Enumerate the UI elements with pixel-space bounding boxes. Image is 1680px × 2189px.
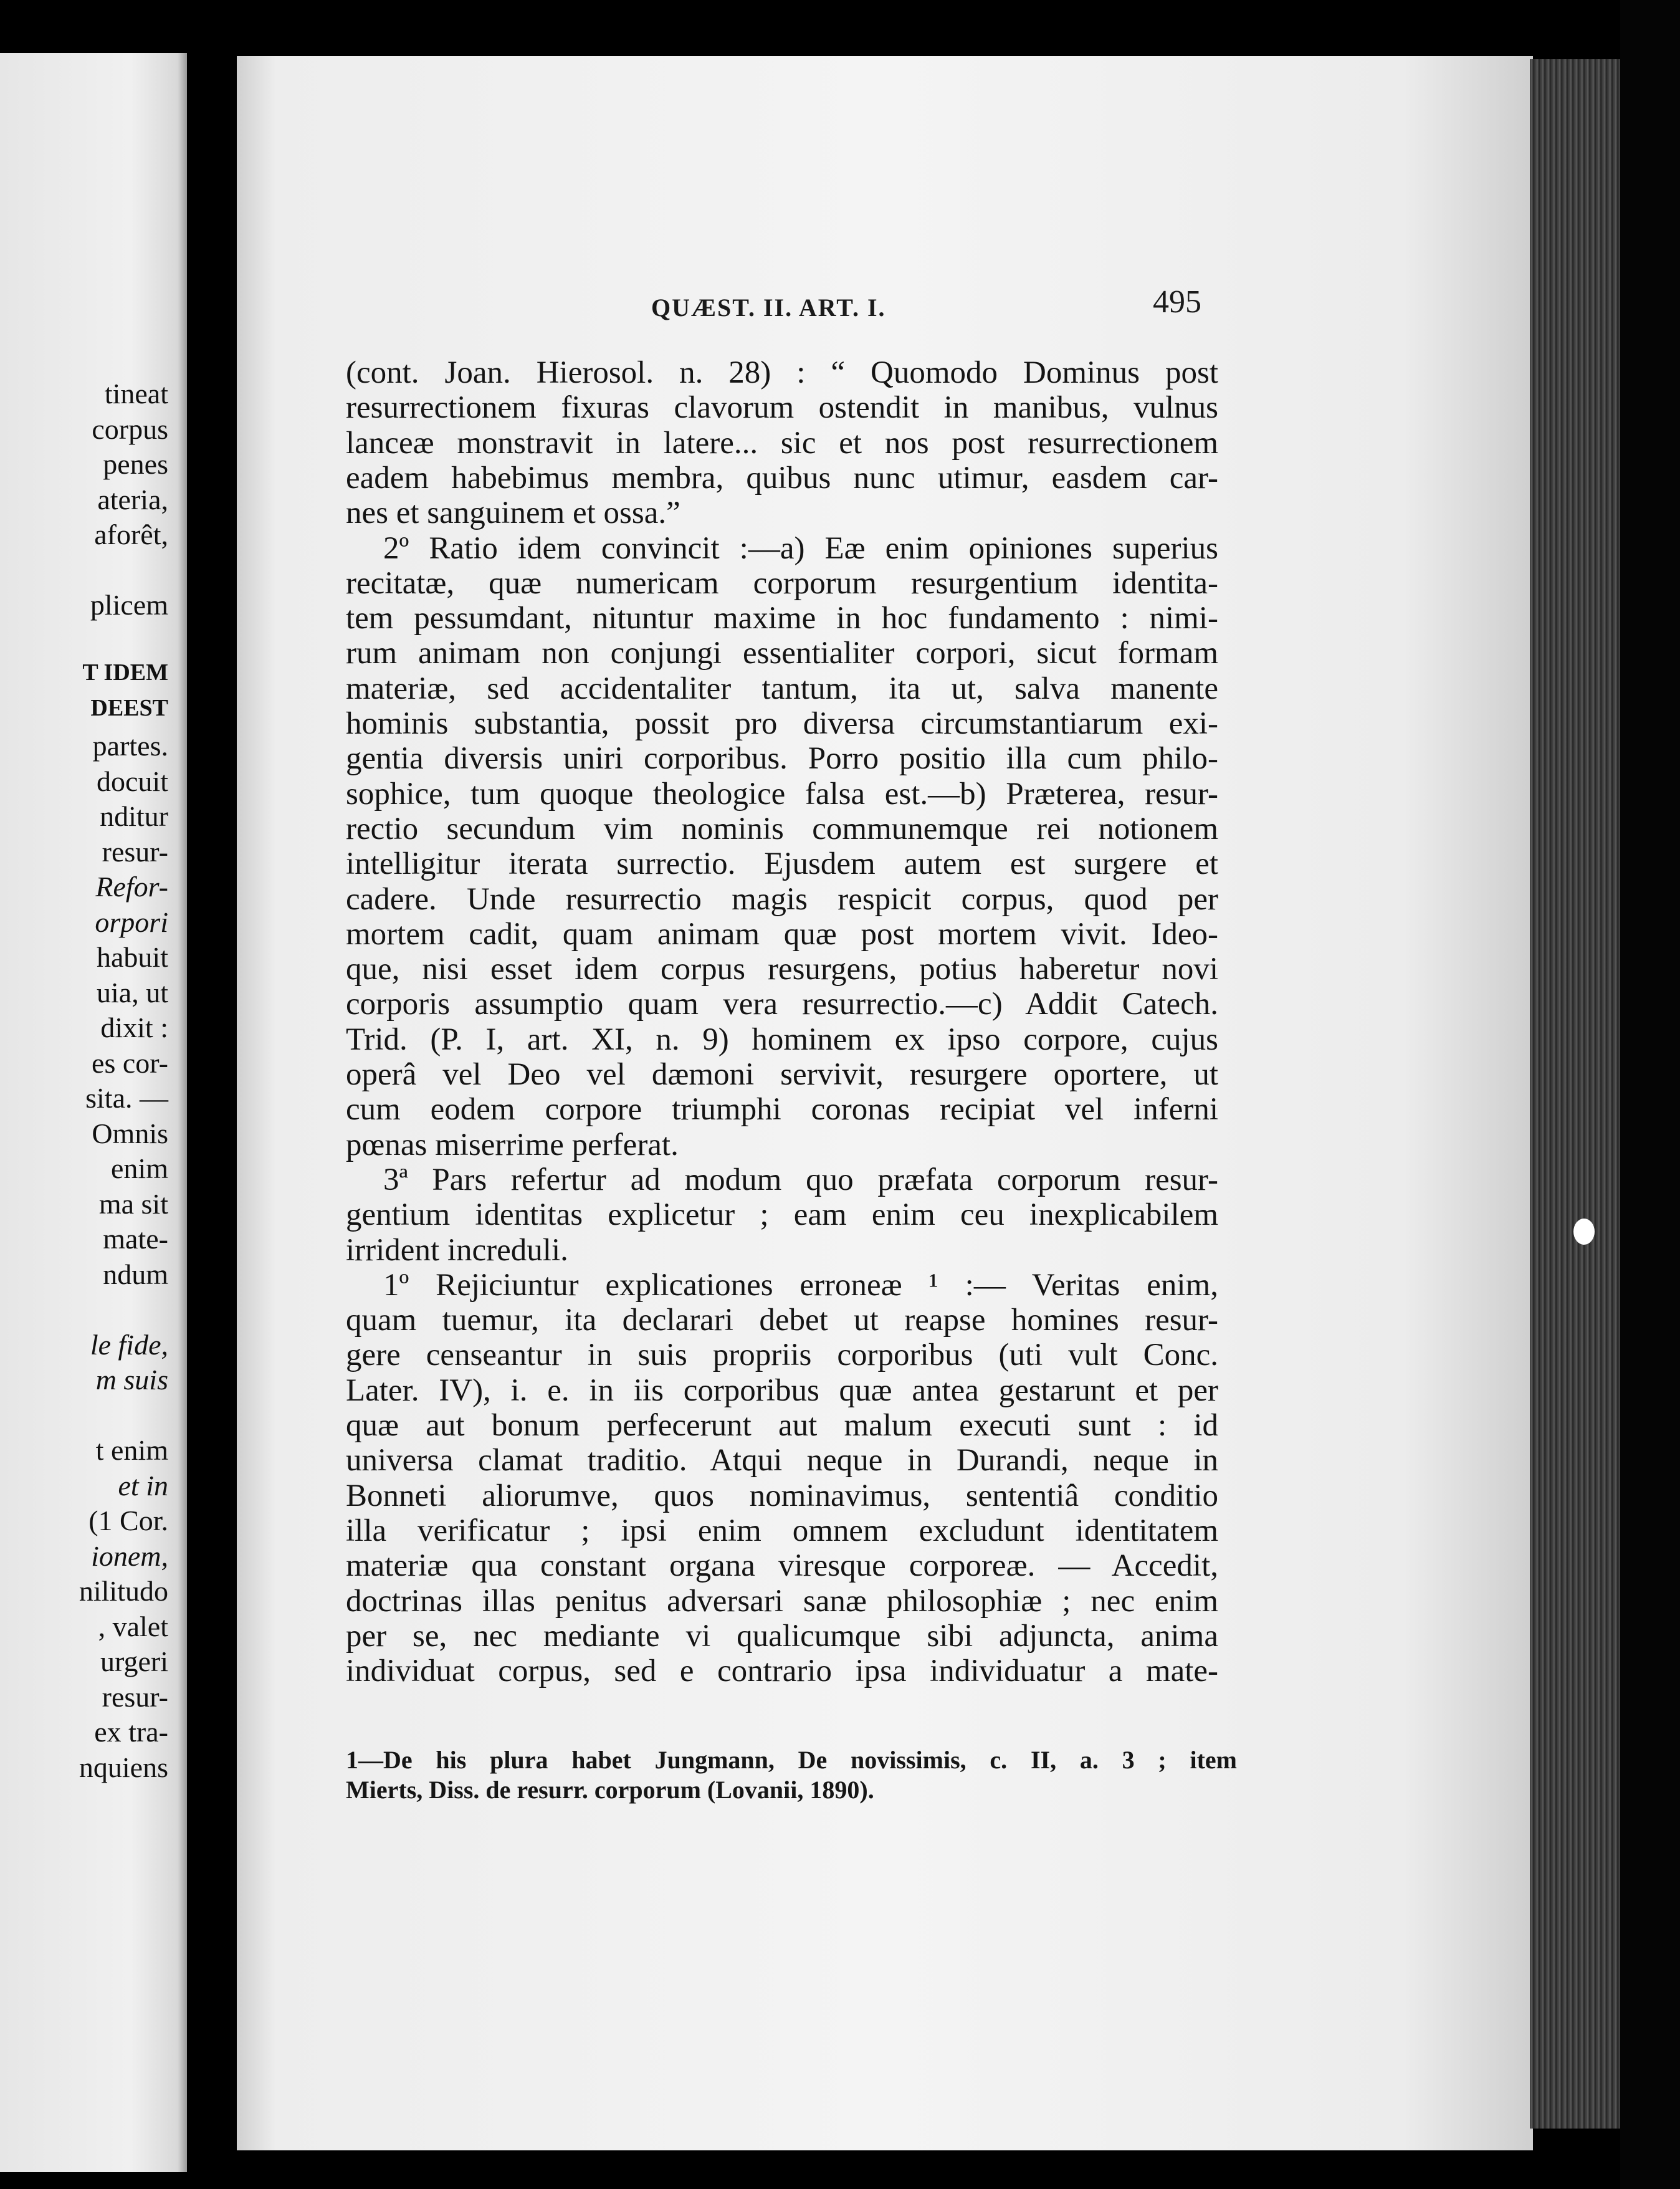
text-line: que, nisi esset idem corpus resurgens, potius haberetur novi xyxy=(346,952,1218,987)
left-page-line: ateria, xyxy=(97,483,168,515)
text-line: sophice, tum quoque theologice falsa est.—b) Præterea, resur- xyxy=(346,776,1218,812)
text-line: 3ª Pars refertur ad modum quo præfata corporum resur- xyxy=(383,1162,1218,1197)
text-line: intelligitur iterata surrectio. Ejusdem autem est surgere et xyxy=(346,846,1218,882)
left-page-line: ionem, xyxy=(91,1540,168,1572)
text-line: pœnas miserrime perferat. xyxy=(346,1127,679,1162)
scan-border xyxy=(1620,0,1680,2189)
text-line: eadem habebimus membra, quibus nunc utimur, easdem car- xyxy=(346,460,1218,496)
left-page-line: Omnis xyxy=(92,1117,168,1149)
text-line: illa verificatur ; ipsi enim omnem excludunt identitatem xyxy=(346,1513,1218,1548)
left-facing-page xyxy=(0,53,187,2172)
text-line: recitatæ, quæ numericam corporum resurgentium identita- xyxy=(346,565,1218,601)
left-page-line: ex tra- xyxy=(94,1716,168,1748)
text-line: operâ vel Deo vel dæmoni servivit, resurgere oportere, ut xyxy=(346,1057,1218,1092)
text-line: quæ aut bonum perfecerunt aut malum executi sunt : id xyxy=(346,1408,1218,1443)
text-line: materiæ, sed accidentaliter tantum, ita ut, salva manente xyxy=(346,671,1218,706)
text-line: 1º Rejiciuntur explicationes erroneæ ¹ :— Veritas enim, xyxy=(383,1267,1218,1303)
left-page-line: resur- xyxy=(102,835,168,868)
text-line: doctrinas illas penitus adversari sanæ philosophiæ ; nec enim xyxy=(346,1583,1218,1619)
text-line: resurrectionem fixuras clavorum ostendit in manibus, vulnus xyxy=(346,390,1218,426)
left-page-line: (1 Cor. xyxy=(88,1505,168,1536)
text-line: Trid. (P. I, art. XI, n. 9) hominem ex ipso corpore, cujus xyxy=(346,1022,1218,1057)
left-page-line: resur- xyxy=(102,1680,168,1713)
left-page-line: sita. — xyxy=(85,1082,168,1114)
left-page-line: nditur xyxy=(100,800,168,832)
left-page-line: t enim xyxy=(95,1434,168,1466)
text-line: 2º Ratio idem convincit :—a) Eæ enim opiniones superius xyxy=(383,530,1218,566)
text-line: cadere. Unde resurrectio magis respicit corpus, quod per xyxy=(346,881,1218,917)
text-line: gentium identitas explicetur ; eam enim ceu inexplicabilem xyxy=(346,1197,1218,1233)
left-page-line: plicem xyxy=(90,589,168,621)
text-line: rum animam non conjungi essentialiter corpori, sicut formam xyxy=(346,636,1218,671)
left-page-line: nilitudo xyxy=(79,1575,168,1607)
left-page-line: corpus xyxy=(92,413,168,445)
text-line: (cont. Joan. Hierosol. n. 28) : “ Quomodo Dominus post xyxy=(346,355,1218,390)
scan-speck xyxy=(1573,1219,1595,1245)
text-line: materiæ qua constant organa viresque corporeæ. — Accedit, xyxy=(346,1548,1218,1584)
left-page-line: ndum xyxy=(103,1258,168,1290)
left-page-line: Refor- xyxy=(95,871,168,903)
text-line: per se, nec mediante vi qualicumque sibi adjuncta, anima xyxy=(346,1618,1218,1654)
left-page-line: habuit xyxy=(97,941,168,973)
left-page-line: urgeri xyxy=(100,1645,168,1677)
text-line: individuat corpus, sed e contrario ipsa individuatur a mate- xyxy=(346,1654,1218,1689)
left-page-line: et in xyxy=(118,1469,168,1502)
left-page-line: T IDEM xyxy=(82,659,168,686)
text-line: lanceæ monstravit in latere... sic et nos post resurrectionem xyxy=(346,425,1218,461)
text-line: Later. IV), i. e. in iis corporibus quæ antea gestarunt et per xyxy=(346,1372,1218,1408)
footnote-line: Mierts, Diss. de resurr. corporum (Lovanii, 1890). xyxy=(346,1776,874,1804)
left-page-line: le fide, xyxy=(90,1328,168,1361)
footnote-line: 1—De his plura habet Jungmann, De novissimis, c. II, a. 3 ; item xyxy=(346,1746,1237,1774)
left-page-line: es cor- xyxy=(92,1047,168,1079)
text-line: cum eodem corpore triumphi coronas recipiat vel inferni xyxy=(346,1092,1218,1128)
left-page-line: tineat xyxy=(104,378,168,410)
text-line: corporis assumptio quam vera resurrectio.—c) Addit Catech. xyxy=(346,987,1218,1022)
text-line: mortem cadit, quam animam quæ post mortem vivit. Ideo- xyxy=(346,916,1218,952)
text-line: universa clamat traditio. Atqui neque in Durandi, neque in xyxy=(346,1443,1218,1478)
page-number: 495 xyxy=(1153,284,1201,320)
running-head: QUÆST. II. ART. I. xyxy=(651,294,886,322)
left-page-line: , valet xyxy=(98,1610,168,1642)
text-line: tem pessumdant, nituntur maxime in hoc fundamento : nimi- xyxy=(346,601,1218,636)
left-page-line: uia, ut xyxy=(97,976,168,1008)
left-page-line: aforêt, xyxy=(94,519,168,550)
text-line: hominis substantia, possit pro diversa circumstantiarum exi- xyxy=(346,706,1218,741)
text-line: quam tuemur, ita declarari debet ut reapse homines resur- xyxy=(346,1303,1218,1338)
left-page-line: docuit xyxy=(97,765,168,797)
left-page-line: mate- xyxy=(103,1223,168,1255)
text-line: rectio secundum vim nominis communemque rei notionem xyxy=(346,811,1218,846)
text-line: nes et sanguinem et ossa.” xyxy=(346,496,680,531)
left-page-line: ma sit xyxy=(98,1187,168,1220)
left-page-line: penes xyxy=(103,448,168,480)
left-page-line: orpori xyxy=(95,906,168,938)
text-line: gentia diversis uniri corporibus. Porro positio illa cum philo- xyxy=(346,741,1218,777)
left-page-line: m suis xyxy=(95,1364,168,1396)
left-page-line: dixit : xyxy=(100,1012,168,1043)
page-block-edge xyxy=(1530,59,1623,2129)
left-page-line: nquiens xyxy=(79,1751,168,1783)
text-line: Bonneti aliorumve, quos nominavimus, sententiâ conditio xyxy=(346,1478,1218,1513)
text-line: gere censeantur in suis propriis corporibus (uti vult Conc. xyxy=(346,1338,1218,1373)
text-line: irrident increduli. xyxy=(346,1232,568,1268)
left-page-line: DEEST xyxy=(90,694,168,721)
left-page-line: enim xyxy=(111,1152,168,1184)
left-page-line: partes. xyxy=(92,730,168,762)
